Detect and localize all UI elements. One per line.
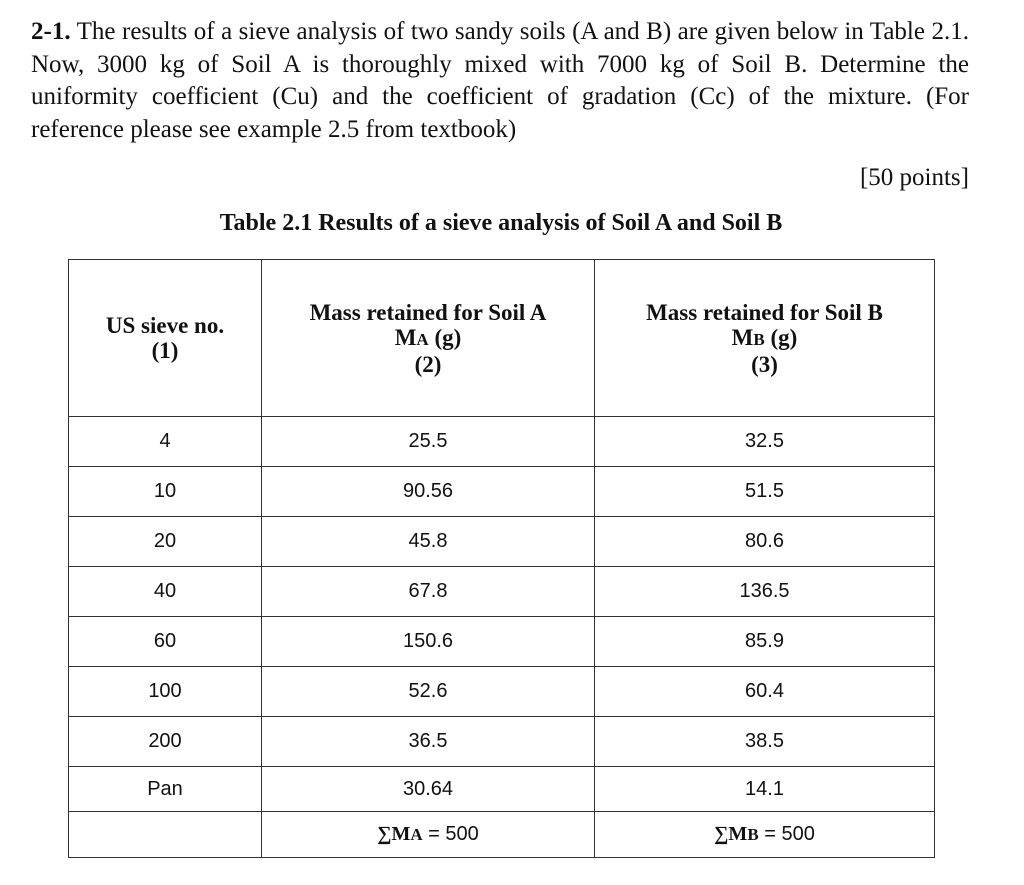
sum-a-symbol: ∑MA bbox=[377, 823, 423, 845]
cell-sum-a bbox=[262, 812, 595, 858]
cell-sum-b bbox=[595, 812, 935, 858]
table-row bbox=[69, 467, 935, 517]
cell-sieve: 100 bbox=[69, 667, 262, 717]
header-sieve-label: US sieve no. bbox=[105, 313, 225, 338]
cell-mass-a: 90.56 bbox=[262, 467, 595, 517]
header-mass-a bbox=[262, 260, 595, 417]
cell-mass-b: 51.5 bbox=[595, 467, 935, 517]
cell-sieve: 200 bbox=[69, 717, 262, 767]
cell-mass-a: 45.8 bbox=[262, 517, 595, 567]
cell-mass-b: 136.5 bbox=[595, 567, 935, 617]
cell-mass-b: 60.4 bbox=[595, 667, 935, 717]
header-mass-a-colnum: (2) bbox=[414, 351, 442, 377]
header-mass-b-colnum: (3) bbox=[751, 351, 778, 377]
cell-mass-b: 80.6 bbox=[595, 517, 935, 567]
points-label: [50 points] bbox=[859, 164, 969, 191]
header-sieve-colnum: (1) bbox=[151, 338, 179, 363]
cell-mass-a: 67.8 bbox=[262, 567, 595, 617]
cell-sieve: 20 bbox=[69, 517, 262, 567]
cell-empty bbox=[69, 812, 262, 858]
sum-a-value: = 500 bbox=[422, 823, 479, 845]
table-row bbox=[69, 617, 935, 667]
header-sieve-no bbox=[69, 260, 262, 417]
table-row bbox=[69, 517, 935, 567]
header-mass-a-symbol: MA (g) bbox=[394, 324, 462, 350]
cell-mass-b: 38.5 bbox=[595, 717, 935, 767]
sum-b-value: = 500 bbox=[758, 823, 815, 845]
table-row bbox=[69, 717, 935, 767]
table-row bbox=[69, 767, 935, 812]
cell-sieve: 40 bbox=[69, 567, 262, 617]
problem-statement bbox=[31, 16, 969, 146]
sieve-analysis-table bbox=[68, 259, 935, 858]
cell-sieve: 60 bbox=[69, 617, 262, 667]
sum-b-symbol: ∑MB bbox=[714, 823, 759, 845]
cell-mass-b: 32.5 bbox=[595, 417, 935, 467]
problem-text: The results of a sieve analysis of two sandy soils (A and B) are given below in Table 2.1. Now, 3000 kg of Soil A is thoroughly mixed with 7000 kg of Soil B. Determine the uniformity coefficient (Cu) and the coefficient of gradation (Cc) of the mixture. (For reference please see example 2.5 from textbook) bbox=[31, 18, 969, 143]
header-mass-b bbox=[595, 260, 935, 417]
cell-sieve: 4 bbox=[69, 417, 262, 467]
cell-mass-a: 25.5 bbox=[262, 417, 595, 467]
cell-mass-a: 36.5 bbox=[262, 717, 595, 767]
header-mass-a-label: Mass retained for Soil A bbox=[309, 299, 547, 325]
table-totals-row bbox=[69, 812, 935, 858]
table-row bbox=[69, 667, 935, 717]
header-mass-b-label: Mass retained for Soil B bbox=[646, 299, 883, 325]
header-mass-b-symbol: MB (g) bbox=[731, 324, 798, 350]
table-row bbox=[69, 417, 935, 467]
cell-mass-a: 52.6 bbox=[262, 667, 595, 717]
cell-mass-a: 30.64 bbox=[262, 767, 595, 812]
cell-sieve: 10 bbox=[69, 467, 262, 517]
cell-mass-a: 150.6 bbox=[262, 617, 595, 667]
table-header-row bbox=[69, 260, 935, 417]
table-caption: Table 2.1 Results of a sieve analysis of Soil A and Soil B bbox=[219, 210, 783, 236]
problem-number: 2-1. bbox=[31, 18, 71, 45]
cell-sieve: Pan bbox=[69, 767, 262, 812]
cell-mass-b: 14.1 bbox=[595, 767, 935, 812]
cell-mass-b: 85.9 bbox=[595, 617, 935, 667]
table-row bbox=[69, 567, 935, 617]
